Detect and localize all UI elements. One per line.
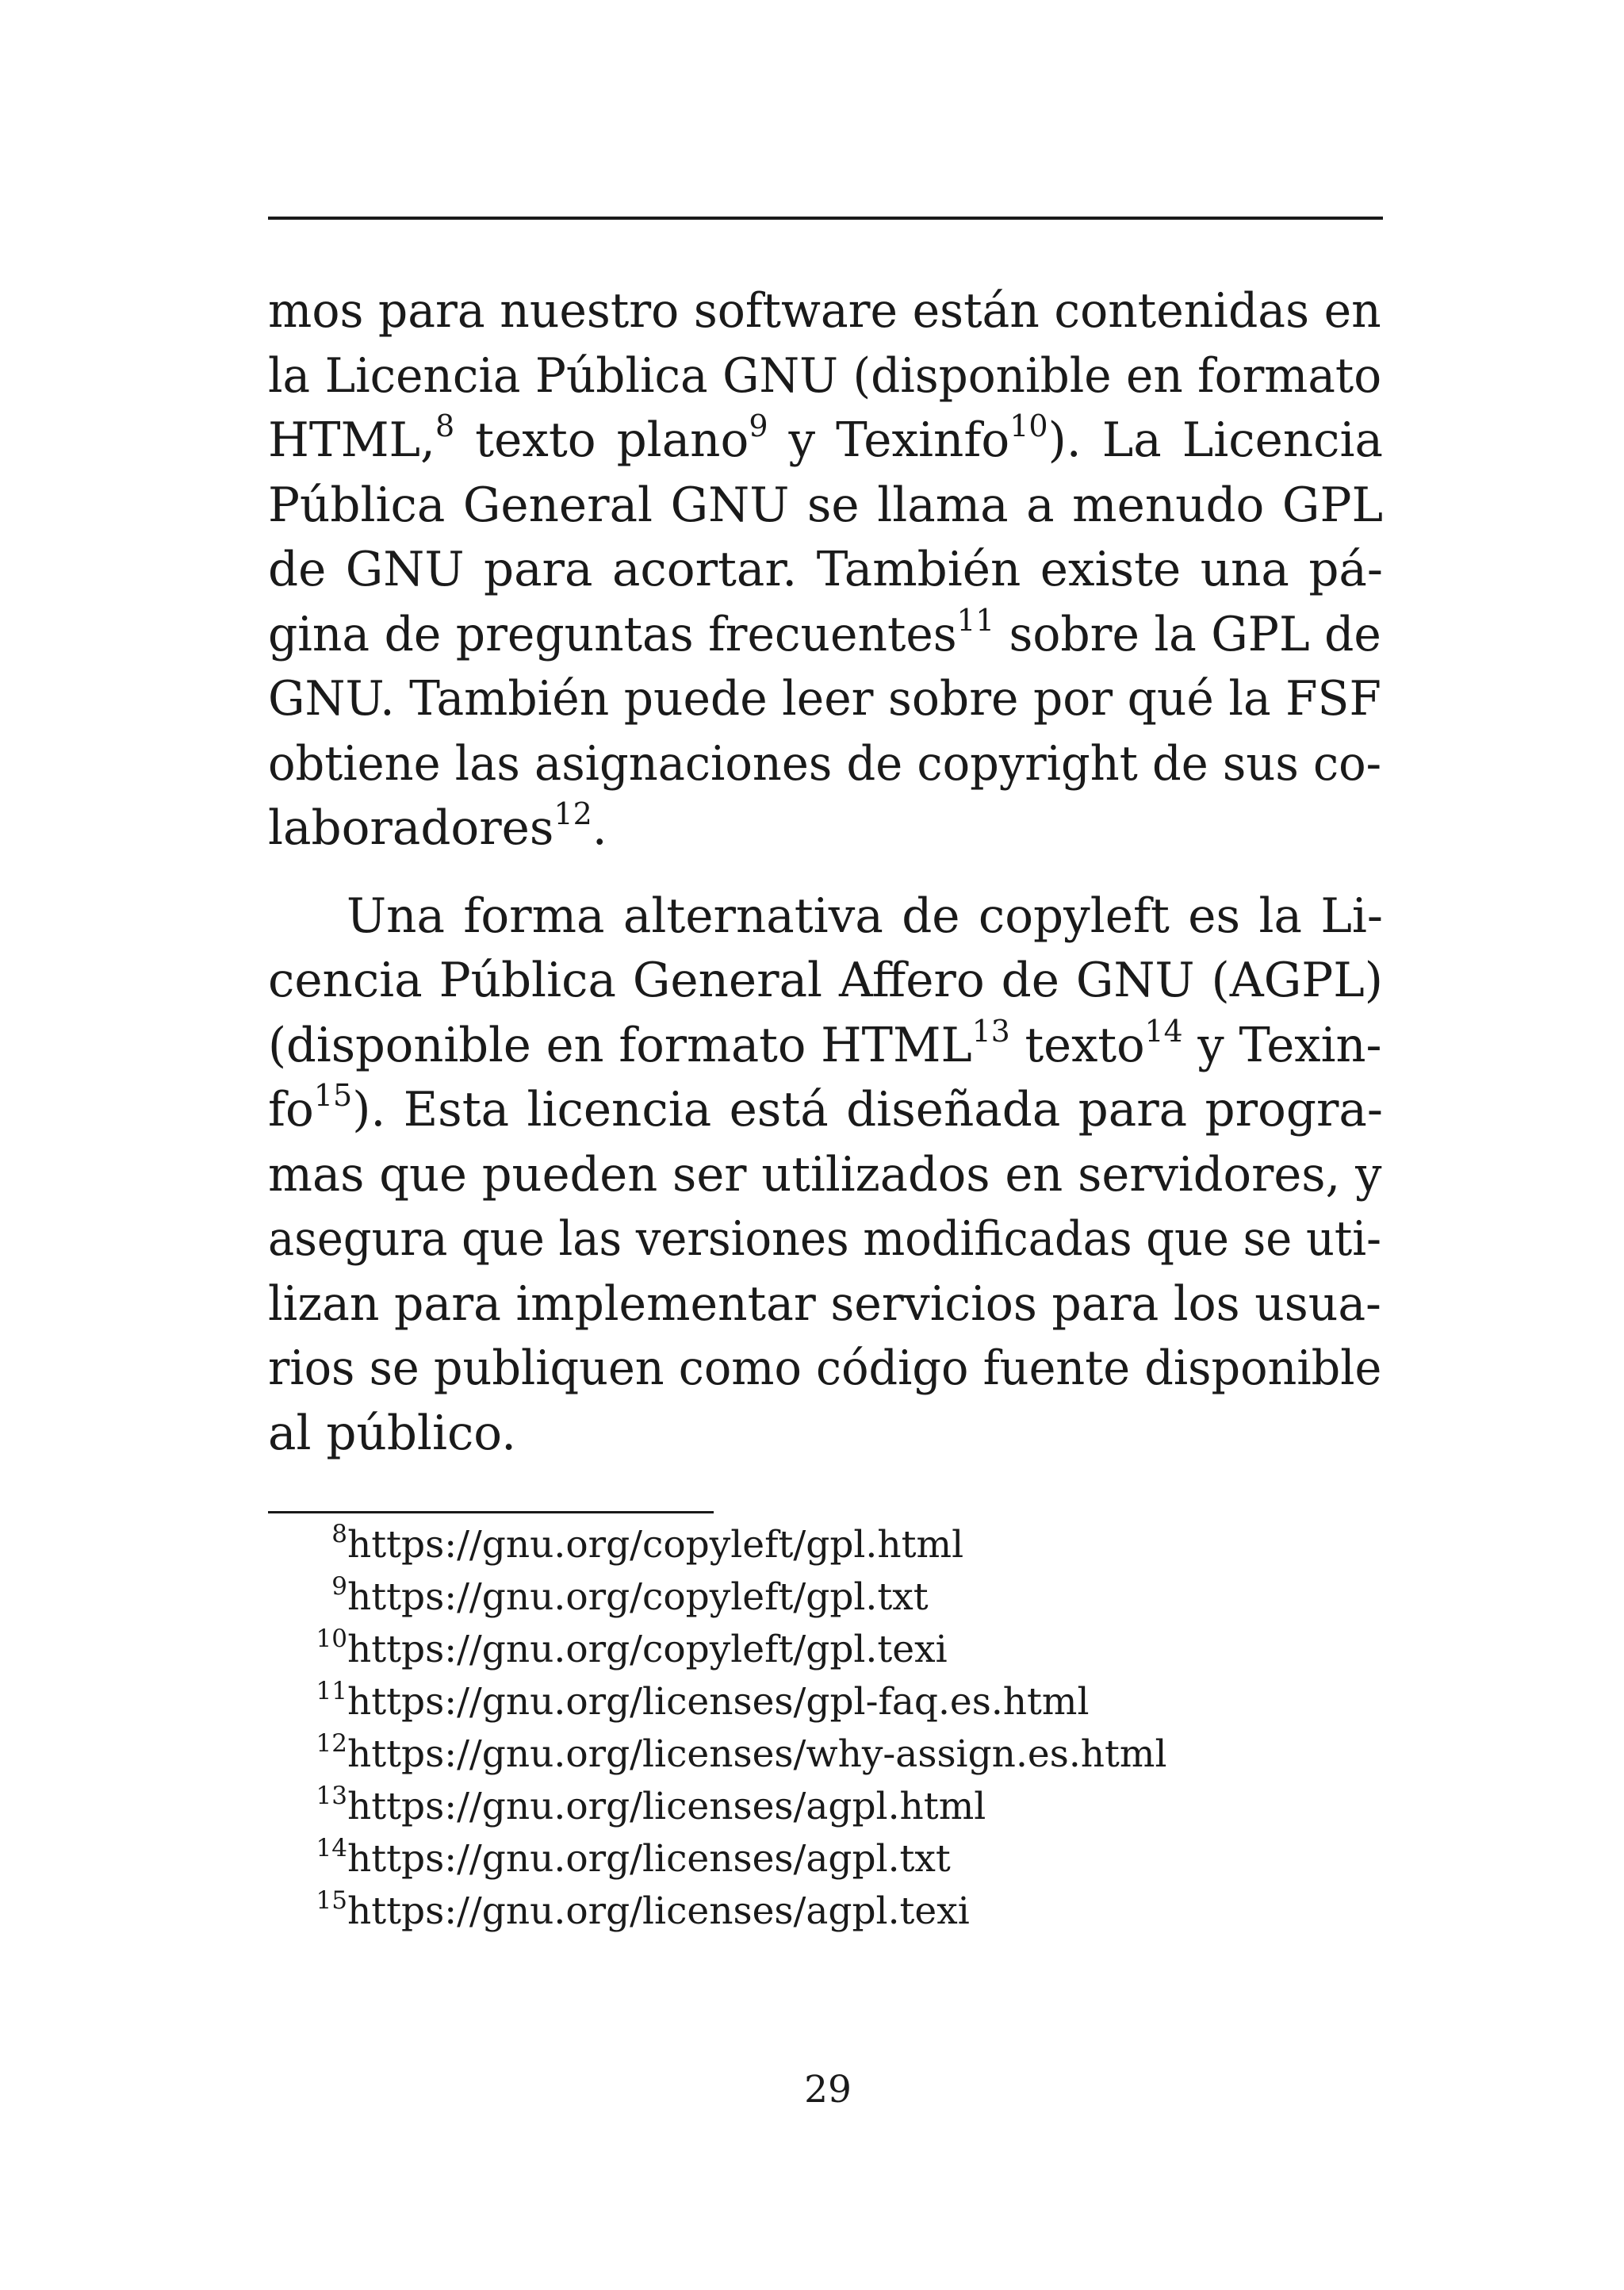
text-run: ). La Licencia (1048, 413, 1383, 468)
text-run: de GNU para acortar. También existe una pá- (268, 543, 1383, 597)
footnote-reference[interactable]: 13 (971, 1013, 1010, 1049)
footnote-item: 13https://gnu.org/licenses/agpl.html (316, 1782, 986, 1828)
paragraph (268, 279, 1383, 861)
text-line (268, 344, 1383, 409)
text-run: fo (268, 1083, 314, 1137)
footnote-item: 8https://gnu.org/copyleft/gpl.html (331, 1520, 964, 1567)
text-run: gina de preguntas frecuentes (268, 607, 957, 662)
footnote-url[interactable]: https://gnu.org/copyleft/gpl.texi (347, 1628, 948, 1671)
text-run: cencia Pública General Affero de GNU (AGPL) (268, 953, 1383, 1008)
text-line (268, 667, 1383, 732)
text-run: texto plano (454, 413, 749, 468)
text-line (268, 796, 1383, 861)
footnote-item: 9https://gnu.org/copyleft/gpl.txt (331, 1572, 929, 1619)
page-number: 29 (804, 2068, 852, 2112)
footnote-item: 14https://gnu.org/licenses/agpl.txt (316, 1834, 951, 1881)
text-run: HTML, (268, 413, 435, 468)
text-line (268, 603, 1383, 668)
paragraph-gap (268, 861, 1383, 884)
footnote-url[interactable]: https://gnu.org/copyleft/gpl.txt (347, 1575, 929, 1619)
footnote-reference[interactable]: 15 (313, 1078, 353, 1113)
text-line (268, 279, 1383, 344)
text-line (268, 949, 1383, 1014)
text-run: la Licencia Pública GNU (disponible en formato (268, 348, 1382, 404)
text-run: y Texin- (1182, 1018, 1382, 1073)
footnote-item: 10https://gnu.org/copyleft/gpl.texi (316, 1624, 948, 1671)
text-run: mas que pueden ser utilizados en servidores, y (268, 1147, 1382, 1203)
text-line (268, 1207, 1383, 1272)
footnote-url[interactable]: https://gnu.org/licenses/why-assign.es.html (347, 1732, 1167, 1776)
text-run: (disponible en formato HTML (268, 1018, 972, 1073)
footnote-url[interactable]: https://gnu.org/licenses/gpl-faq.es.html (347, 1680, 1090, 1724)
footnote-item: 15https://gnu.org/licenses/agpl.texi (316, 1886, 970, 1933)
text-line (268, 1402, 1383, 1467)
footnote-reference[interactable]: 14 (1144, 1013, 1183, 1049)
body-text (268, 279, 1383, 1466)
text-run: lizan para implementar servicios para los usua- (268, 1276, 1381, 1332)
text-run: mos para nuestro software están contenidas en (268, 284, 1381, 339)
footnote-url[interactable]: https://gnu.org/licenses/agpl.txt (347, 1837, 951, 1881)
footnotes (268, 1519, 1383, 1938)
footnote-reference[interactable]: 8 (435, 409, 455, 443)
footnote-item: 12https://gnu.org/licenses/why-assign.es.html (316, 1729, 1167, 1776)
paragraph (268, 884, 1383, 1467)
text-run: . (592, 801, 607, 856)
text-run: y Texinfo (768, 413, 1010, 468)
text-run: ). Esta licencia está diseñada para progra- (352, 1083, 1383, 1137)
footnote-url[interactable]: https://gnu.org/copyleft/gpl.html (347, 1523, 964, 1567)
text-run: Pública General GNU se llama a menudo GPL (268, 478, 1383, 533)
footnote-reference[interactable]: 10 (1009, 409, 1048, 443)
footnote-url[interactable]: https://gnu.org/licenses/agpl.texi (347, 1889, 970, 1933)
text-line (268, 409, 1383, 474)
footnote-rule (268, 1511, 714, 1513)
text-line (268, 474, 1383, 539)
text-run: texto (1009, 1018, 1145, 1073)
text-line (268, 1272, 1383, 1337)
footnote-reference[interactable]: 12 (553, 796, 592, 831)
text-run: Una forma alternativa de copyleft es la Li- (347, 888, 1383, 944)
footnote-url[interactable]: https://gnu.org/licenses/agpl.html (347, 1785, 986, 1828)
footnote-reference[interactable]: 9 (749, 409, 768, 443)
text-run: sobre la GPL de (994, 607, 1381, 662)
text-run: al público. (268, 1406, 516, 1461)
text-run: GNU. También puede leer sobre por qué la FSF (268, 672, 1381, 727)
text-line (268, 1078, 1383, 1143)
text-run: rios se publiquen como código fuente disponible (268, 1341, 1382, 1396)
text-line (268, 1337, 1383, 1402)
footnote-item: 11https://gnu.org/licenses/gpl-faq.es.html (316, 1677, 1090, 1724)
text-run: laboradores (268, 801, 554, 856)
text-line (268, 1143, 1383, 1208)
text-line (268, 884, 1383, 949)
text-line (268, 732, 1383, 797)
text-line (268, 1014, 1383, 1079)
header-rule (268, 217, 1383, 220)
text-run: obtiene las asignaciones de copyright de sus co- (268, 736, 1382, 792)
text-run: asegura que las versiones modificadas que se uti- (268, 1212, 1381, 1267)
footnote-reference[interactable]: 11 (956, 602, 994, 638)
text-line (268, 538, 1383, 603)
